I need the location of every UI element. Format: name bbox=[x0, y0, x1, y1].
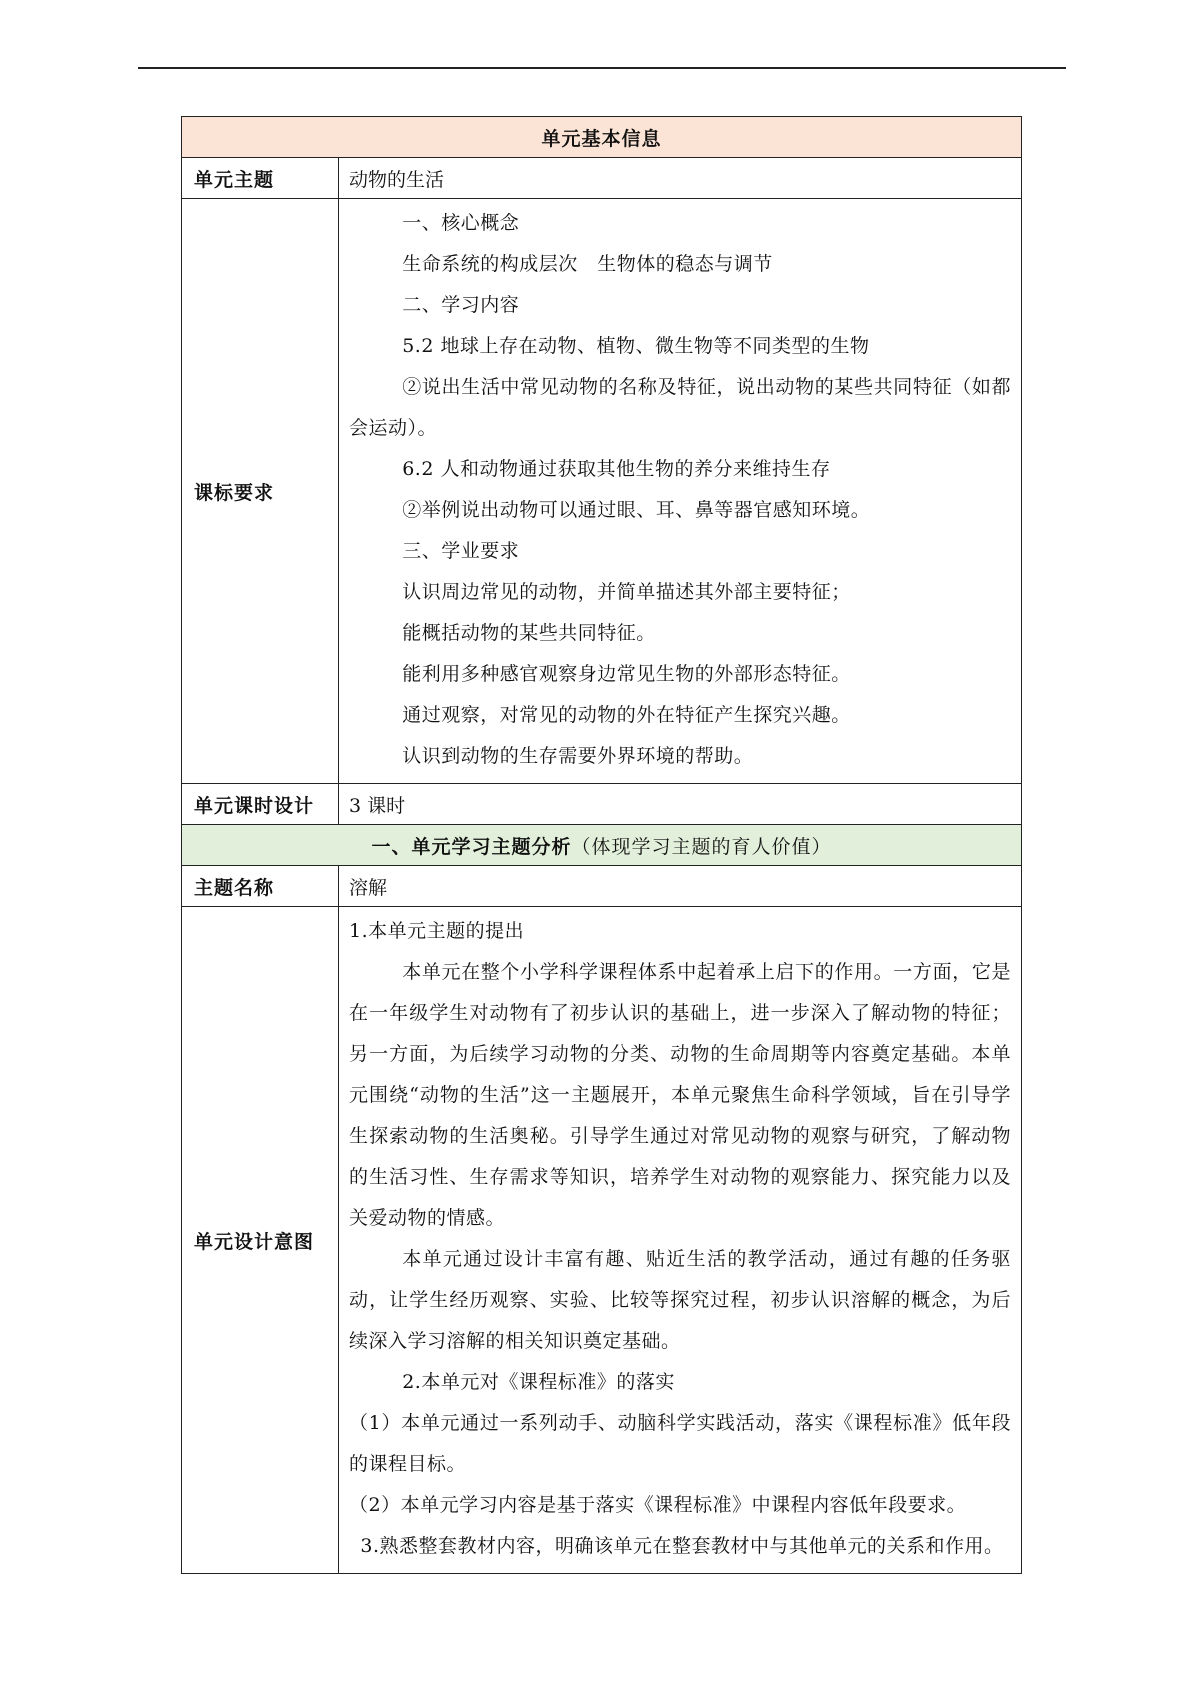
intent-paragraph-1: 本单元在整个小学科学课程体系中起着承上启下的作用。一方面，它是在一年级学生对动物有了初步认识的基础上，进一步深入了解动物的特征；另一方面，为后续学习动物的分类、动物的生命周期等内容奠定基础。本单元围绕“动物的生活”这一主题展开，本单元聚焦生命科学领域，旨在引导学生探索动物的生活奥秘。引导学生通过对常见动物的观察与研究，了解动物的生活习性、生存需求等知识，培养学生对动物的观察能力、探究能力以及关爱动物的情感。 bbox=[349, 961, 1012, 1229]
learning-content-6-2-detail: ②举例说出动物可以通过眼、耳、鼻等器官感知环境。 bbox=[402, 499, 871, 521]
academic-requirement-1: 认识周边常见的动物，并简单描述其外部主要特征； bbox=[402, 581, 851, 603]
core-concept-text: 生命系统的构成层次 生物体的稳态与调节 bbox=[402, 253, 773, 275]
design-intent-row bbox=[182, 907, 1022, 1574]
unit-theme-row bbox=[182, 158, 1022, 199]
analysis-header-bold: 一、单元学习主题分析 bbox=[371, 835, 572, 858]
core-concept-heading: 一、核心概念 bbox=[402, 212, 520, 234]
academic-requirement-2: 能概括动物的某些共同特征。 bbox=[402, 622, 656, 644]
design-intent-label: 单元设计意图 bbox=[182, 907, 339, 1574]
topic-name-value: 溶解 bbox=[339, 866, 1022, 907]
curriculum-requirements-row bbox=[182, 199, 1022, 784]
intent-point-2: （2）本单元学习内容是基于落实《课程标准》中课程内容低年段要求。 bbox=[349, 1494, 967, 1516]
lesson-design-value: 3 课时 bbox=[339, 784, 1022, 825]
intent-paragraph-2: 本单元通过设计丰富有趣、贴近生活的教学活动，通过有趣的任务驱动，让学生经历观察、实验、比较等探究过程，初步认识溶解的概念，为后续深入学习溶解的相关知识奠定基础。 bbox=[349, 1248, 1012, 1352]
unit-theme-label: 单元主题 bbox=[182, 158, 339, 199]
academic-requirements-heading: 三、学业要求 bbox=[402, 540, 520, 562]
learning-content-5-2: 5.2 地球上存在动物、植物、微生物等不同类型的生物 bbox=[402, 335, 870, 357]
analysis-header-row bbox=[182, 825, 1022, 866]
academic-requirement-5: 认识到动物的生存需要外界环境的帮助。 bbox=[402, 745, 754, 767]
topic-name-row bbox=[182, 866, 1022, 907]
basic-info-header-row bbox=[182, 117, 1022, 158]
learning-content-5-2-detail: ②说出生活中常见动物的名称及特征，说出动物的某些共同特征（如都会运动）。 bbox=[349, 376, 1012, 439]
topic-name-label: 主题名称 bbox=[182, 866, 339, 907]
intent-section-1-heading: 1.本单元主题的提出 bbox=[349, 920, 525, 942]
analysis-header-note: （体现学习主题的育人价值） bbox=[571, 835, 832, 858]
intent-point-1: （1）本单元通过一系列动手、动脑科学实践活动，落实《课程标准》低年段的课程目标。 bbox=[349, 1412, 1012, 1475]
unit-theme-value: 动物的生活 bbox=[339, 158, 1022, 199]
learning-content-6-2: 6.2 人和动物通过获取其他生物的养分来维持生存 bbox=[402, 458, 831, 480]
header-rule bbox=[138, 67, 1066, 69]
basic-info-header: 单元基本信息 bbox=[182, 117, 1022, 158]
unit-info-table bbox=[181, 116, 1022, 1574]
intent-section-2-heading: 2.本单元对《课程标准》的落实 bbox=[402, 1371, 675, 1393]
analysis-header bbox=[182, 825, 1022, 866]
curriculum-requirements-content bbox=[339, 199, 1022, 784]
learning-content-heading: 二、学习内容 bbox=[402, 294, 520, 316]
lesson-design-label: 单元课时设计 bbox=[182, 784, 339, 825]
intent-section-3: 3.熟悉整套教材内容，明确该单元在整套教材中与其他单元的关系和作用。 bbox=[360, 1535, 1004, 1557]
academic-requirement-4: 通过观察，对常见的动物的外在特征产生探究兴趣。 bbox=[402, 704, 851, 726]
curriculum-requirements-label: 课标要求 bbox=[182, 199, 339, 784]
academic-requirement-3: 能利用多种感官观察身边常见生物的外部形态特征。 bbox=[402, 663, 851, 685]
lesson-design-row bbox=[182, 784, 1022, 825]
design-intent-content bbox=[339, 907, 1022, 1574]
